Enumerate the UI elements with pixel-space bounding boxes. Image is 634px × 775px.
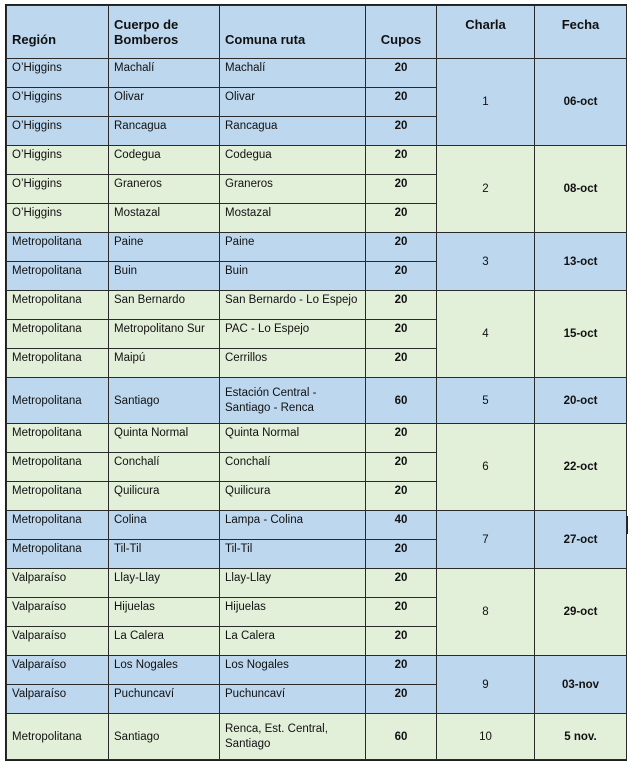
cuerpo-cell: Conchalí — [109, 453, 220, 482]
cupos-cell: 20 — [366, 320, 437, 349]
region-cell: Metropolitana — [7, 511, 109, 540]
cuerpo-cell: Rancagua — [109, 117, 220, 146]
header-fecha: Fecha — [535, 6, 627, 59]
cuerpo-cell: Metropolitano Sur — [109, 320, 220, 349]
cuerpo-cell: Santiago — [109, 378, 220, 424]
cupos-cell: 20 — [366, 656, 437, 685]
comuna-cell: San Bernardo - Lo Espejo — [220, 291, 366, 320]
fecha-cell: 03-nov — [535, 656, 627, 714]
fecha-cell: 22-oct — [535, 424, 627, 511]
fecha-cell: 15-oct — [535, 291, 627, 378]
region-cell: O’Higgins — [7, 146, 109, 175]
cupos-cell: 60 — [366, 378, 437, 424]
region-cell: Metropolitana — [7, 424, 109, 453]
cuerpo-cell: San Bernardo — [109, 291, 220, 320]
comuna-cell: PAC - Lo Espejo — [220, 320, 366, 349]
table-body — [7, 59, 627, 760]
fecha-cell: 27-oct — [535, 511, 627, 569]
region-cell: Metropolitana — [7, 453, 109, 482]
region-cell: O’Higgins — [7, 117, 109, 146]
region-cell: Metropolitana — [7, 378, 109, 424]
region-cell: Valparaíso — [7, 627, 109, 656]
table-row — [7, 233, 627, 262]
comuna-cell: Puchuncaví — [220, 685, 366, 714]
charla-cell: 8 — [437, 569, 535, 656]
cuerpo-cell: Codegua — [109, 146, 220, 175]
comuna-cell: Olivar — [220, 88, 366, 117]
header-cuerpo-line1: Cuerpo de — [114, 17, 179, 32]
cupos-cell: 20 — [366, 685, 437, 714]
region-cell: Metropolitana — [7, 233, 109, 262]
cupos-cell: 20 — [366, 482, 437, 511]
header-row — [7, 6, 627, 59]
cupos-cell: 20 — [366, 262, 437, 291]
cuerpo-cell: Quinta Normal — [109, 424, 220, 453]
comuna-cell: Machalí — [220, 59, 366, 88]
cuerpo-cell: Hijuelas — [109, 598, 220, 627]
fecha-cell: 08-oct — [535, 146, 627, 233]
charla-cell: 1 — [437, 59, 535, 146]
region-cell: O’Higgins — [7, 175, 109, 204]
charla-cell: 2 — [437, 146, 535, 233]
comuna-cell: La Calera — [220, 627, 366, 656]
region-cell: Metropolitana — [7, 291, 109, 320]
cupos-cell: 20 — [366, 117, 437, 146]
region-cell: Valparaíso — [7, 685, 109, 714]
table-row — [7, 656, 627, 685]
fecha-cell: 5 nov. — [535, 714, 627, 760]
table-row — [7, 714, 627, 760]
cuerpo-cell: Til-Til — [109, 540, 220, 569]
header-cuerpo-line2: Bomberos — [114, 32, 179, 47]
cupos-cell: 20 — [366, 204, 437, 233]
region-cell: Metropolitana — [7, 482, 109, 511]
comuna-line1: Renca, Est. Central, — [225, 722, 328, 735]
cupos-cell: 20 — [366, 59, 437, 88]
cupos-cell: 20 — [366, 569, 437, 598]
cuerpo-cell: Graneros — [109, 175, 220, 204]
comuna-cell: Cerrillos — [220, 349, 366, 378]
cupos-cell: 20 — [366, 146, 437, 175]
cupos-cell: 40 — [366, 511, 437, 540]
region-cell: Valparaíso — [7, 656, 109, 685]
region-cell: Metropolitana — [7, 714, 109, 760]
region-cell: O’Higgins — [7, 88, 109, 117]
comuna-cell: Buin — [220, 262, 366, 291]
cupos-cell: 20 — [366, 598, 437, 627]
header-cuerpo — [109, 6, 220, 59]
comuna-cell: Lampa - Colina — [220, 511, 366, 540]
cuerpo-cell: Olivar — [109, 88, 220, 117]
region-cell: O’Higgins — [7, 204, 109, 233]
region-cell: O’Higgins — [7, 59, 109, 88]
text-cursor-mark — [627, 516, 628, 534]
header-comuna: Comuna ruta — [220, 6, 366, 59]
region-cell: Metropolitana — [7, 349, 109, 378]
cupos-cell: 20 — [366, 627, 437, 656]
charla-cell: 9 — [437, 656, 535, 714]
cuerpo-cell: Colina — [109, 511, 220, 540]
cuerpo-cell: Llay-Llay — [109, 569, 220, 598]
comuna-cell: Til-Til — [220, 540, 366, 569]
cuerpo-cell: Los Nogales — [109, 656, 220, 685]
comuna-cell: Paine — [220, 233, 366, 262]
header-cupos: Cupos — [366, 6, 437, 59]
cuerpo-cell: Paine — [109, 233, 220, 262]
table-row — [7, 378, 627, 424]
charla-cell: 10 — [437, 714, 535, 760]
region-cell: Valparaíso — [7, 598, 109, 627]
cupos-cell: 20 — [366, 424, 437, 453]
cupos-cell: 60 — [366, 714, 437, 760]
comuna-cell — [220, 714, 366, 760]
comuna-cell: Quilicura — [220, 482, 366, 511]
charla-cell: 4 — [437, 291, 535, 378]
cupos-cell: 20 — [366, 88, 437, 117]
cupos-cell: 20 — [366, 349, 437, 378]
table-row — [7, 569, 627, 598]
fecha-cell: 13-oct — [535, 233, 627, 291]
table-row — [7, 59, 627, 88]
fecha-cell: 06-oct — [535, 59, 627, 146]
cuerpo-cell: La Calera — [109, 627, 220, 656]
comuna-cell: Rancagua — [220, 117, 366, 146]
cuerpo-cell: Santiago — [109, 714, 220, 760]
comuna-line1: Estación Central - — [225, 386, 317, 399]
cupos-cell: 20 — [366, 233, 437, 262]
schedule-table-frame — [5, 4, 627, 761]
charla-cell: 7 — [437, 511, 535, 569]
comuna-cell: Los Nogales — [220, 656, 366, 685]
comuna-cell: Quinta Normal — [220, 424, 366, 453]
region-cell: Valparaíso — [7, 569, 109, 598]
comuna-cell: Hijuelas — [220, 598, 366, 627]
cupos-cell: 20 — [366, 175, 437, 204]
cuerpo-cell: Maipú — [109, 349, 220, 378]
table-row — [7, 511, 627, 540]
comuna-line2: Santiago — [225, 737, 271, 750]
cupos-cell: 20 — [366, 540, 437, 569]
region-cell: Metropolitana — [7, 540, 109, 569]
table-row — [7, 424, 627, 453]
table-row — [7, 146, 627, 175]
fecha-cell: 20-oct — [535, 378, 627, 424]
cuerpo-cell: Quilicura — [109, 482, 220, 511]
comuna-cell — [220, 378, 366, 424]
comuna-cell: Codegua — [220, 146, 366, 175]
comuna-cell: Llay-Llay — [220, 569, 366, 598]
comuna-line2: Santiago - Renca — [225, 401, 314, 414]
region-cell: Metropolitana — [7, 262, 109, 291]
region-cell: Metropolitana — [7, 320, 109, 349]
comuna-cell: Mostazal — [220, 204, 366, 233]
cuerpo-cell: Mostazal — [109, 204, 220, 233]
cuerpo-cell: Puchuncaví — [109, 685, 220, 714]
charla-cell: 3 — [437, 233, 535, 291]
header-region: Región — [7, 6, 109, 59]
cupos-cell: 20 — [366, 453, 437, 482]
header-charla: Charla — [437, 6, 535, 59]
schedule-table — [6, 5, 627, 760]
cuerpo-cell: Machalí — [109, 59, 220, 88]
comuna-cell: Conchalí — [220, 453, 366, 482]
charla-cell: 5 — [437, 378, 535, 424]
comuna-cell: Graneros — [220, 175, 366, 204]
charla-cell: 6 — [437, 424, 535, 511]
cuerpo-cell: Buin — [109, 262, 220, 291]
fecha-cell: 29-oct — [535, 569, 627, 656]
cupos-cell: 20 — [366, 291, 437, 320]
table-row — [7, 291, 627, 320]
